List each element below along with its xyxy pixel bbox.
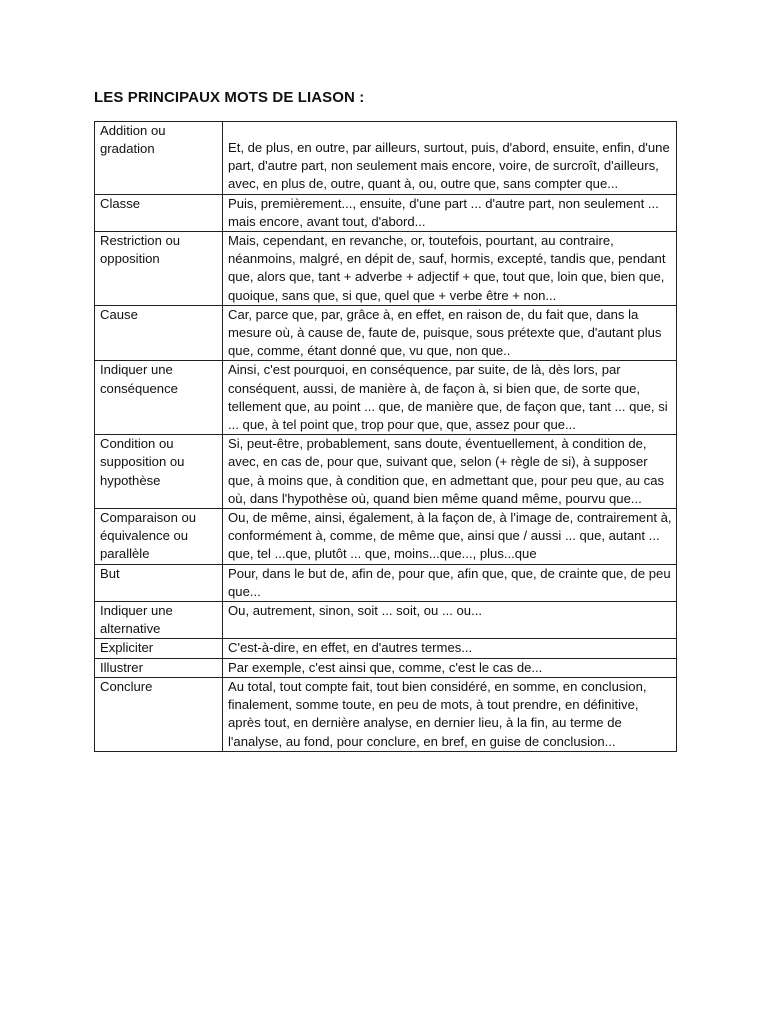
table-row: [95, 194, 677, 231]
table-row: [95, 639, 677, 658]
category-cell: But: [95, 564, 223, 601]
category-cell: Classe: [95, 194, 223, 231]
table-row: [95, 122, 677, 195]
table-row: [95, 677, 677, 751]
category-cell: Expliciter: [95, 639, 223, 658]
category-cell: Condition ou supposition ou hypothèse: [95, 435, 223, 509]
words-cell: C'est-à-dire, en effet, en d'autres termes...: [223, 639, 677, 658]
category-cell: Restriction ou opposition: [95, 232, 223, 306]
linking-words-table: [94, 121, 677, 752]
table-row: [95, 361, 677, 435]
table-row: [95, 602, 677, 639]
table-row: [95, 509, 677, 565]
table-row: [95, 564, 677, 601]
words-cell: Ainsi, c'est pourquoi, en conséquence, par suite, de là, dès lors, par conséquent, aussi, de manière à, de façon à, si bien que, de sorte que, tellement que, au point ... que, de manière que, de façon que, tant ... que, si ... que, à tel point que, trop pour que, que, assez pour que...: [223, 361, 677, 435]
words-cell: Ou, de même, ainsi, également, à la façon de, à l'image de, contrairement à, conformément à, comme, de même que, ainsi que / aussi ... que, autant ... que, tel ...que, plutôt ... que, moins...que..., plus...que: [223, 509, 677, 565]
category-cell: Illustrer: [95, 658, 223, 677]
table-row: [95, 232, 677, 306]
words-cell: Et, de plus, en outre, par ailleurs, surtout, puis, d'abord, ensuite, enfin, d'une part, d'autre part, non seulement mais encore, voire, de surcroît, d'ailleurs, avec, en plus de, outre, quant à, ou, outre que, sans compter que...: [223, 122, 677, 195]
words-cell: Pour, dans le but de, afin de, pour que, afin que, que, de crainte que, de peu que...: [223, 564, 677, 601]
table-row: [95, 305, 677, 361]
category-cell: Comparaison ou équivalence ou parallèle: [95, 509, 223, 565]
category-cell: Indiquer une alternative: [95, 602, 223, 639]
category-cell: Conclure: [95, 677, 223, 751]
table-row: [95, 658, 677, 677]
category-cell: Addition ou gradation: [95, 122, 223, 195]
words-cell: Car, parce que, par, grâce à, en effet, en raison de, du fait que, dans la mesure où, à cause de, faute de, puisque, sous prétexte que, d'autant plus que, comme, étant donné que, vu que, non que..: [223, 305, 677, 361]
category-cell: Indiquer une conséquence: [95, 361, 223, 435]
words-cell: Par exemple, c'est ainsi que, comme, c'est le cas de...: [223, 658, 677, 677]
page-title: LES PRINCIPAUX MOTS DE LIASON :: [94, 89, 365, 106]
words-cell: Au total, tout compte fait, tout bien considéré, en somme, en conclusion, finalement, somme toute, en peu de mots, à tout prendre, en définitive, après tout, en dernière analyse, en dernier lieu, à la fin, au terme de l'analyse, au fond, pour conclure, en bref, en guise de conclusion...: [223, 677, 677, 751]
words-cell: Mais, cependant, en revanche, or, toutefois, pourtant, au contraire, néanmoins, malgré, en dépit de, sauf, hormis, excepté, tandis que, pendant que, alors que, tant + adverbe + adjectif + que, tout que, loin que, bien que, quoique, sans que, si que, quel que + verbe être + non...: [223, 232, 677, 306]
category-cell: Cause: [95, 305, 223, 361]
words-cell: Puis, premièrement..., ensuite, d'une part ... d'autre part, non seulement ... mais encore, avant tout, d'abord...: [223, 194, 677, 231]
words-cell: Ou, autrement, sinon, soit ... soit, ou ... ou...: [223, 602, 677, 639]
table-row: [95, 435, 677, 509]
words-cell: Si, peut-être, probablement, sans doute, éventuellement, à condition de, avec, en cas de, pour que, suivant que, selon (+ règle de si), à supposer que, à moins que, à condition que, en admettant que, pour peu que, au cas où, dans l'hypothèse où, quand bien même quand même, pourvu que...: [223, 435, 677, 509]
